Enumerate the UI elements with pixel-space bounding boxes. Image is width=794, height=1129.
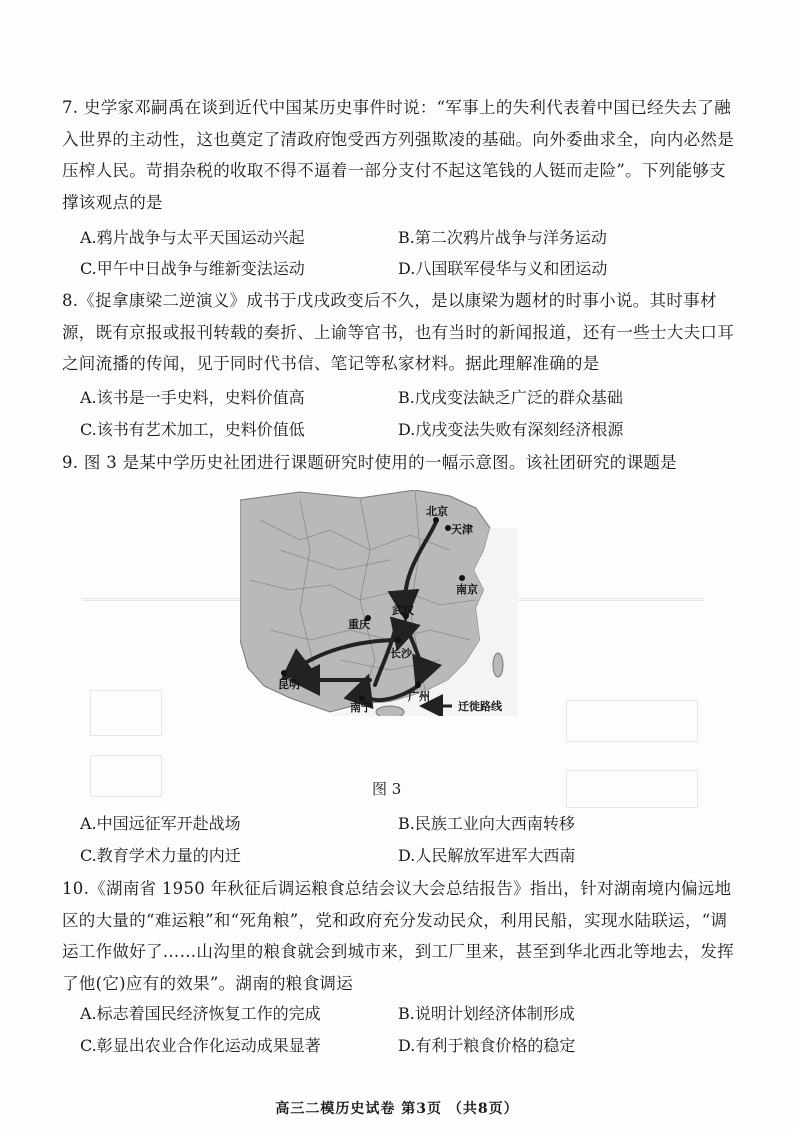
bleed-through-box <box>90 755 162 797</box>
option-a: A.中国远征军开赴战场 <box>80 814 241 833</box>
bleed-through-box <box>90 690 162 736</box>
option-d: D.八国联军侵华与义和团运动 <box>398 259 608 278</box>
option-b: B.戊戌变法缺乏广泛的群众基础 <box>398 388 623 407</box>
city-label: 昆明 <box>278 678 300 691</box>
option-a: A.鸦片战争与太平天国运动兴起 <box>80 228 305 247</box>
question-8 <box>62 285 742 380</box>
city-label: 南京 <box>456 583 478 596</box>
page-footer: 高三二模历史试卷 第3页 （共8页） <box>275 1101 519 1117</box>
question-9-stem: 9. 图 3 是某中学历史社团进行课题研究时使用的一幅示意图。该社团研究的课题是 <box>62 453 677 472</box>
city-label: 广州 <box>408 690 430 703</box>
map-svg <box>240 490 518 716</box>
question-7 <box>62 92 742 218</box>
figure-3-map <box>240 490 518 716</box>
hainan-island <box>376 706 404 716</box>
city-label: 长沙 <box>390 647 412 660</box>
option-c: C.教育学术力量的内迁 <box>80 846 241 865</box>
option-b: B.第二次鸦片战争与洋务运动 <box>398 228 607 247</box>
option-d: D.人民解放军进军大西南 <box>398 846 576 865</box>
bleed-through-box <box>566 700 698 742</box>
city-label: 武汉 <box>392 604 414 617</box>
bleed-through-box <box>566 770 698 808</box>
question-8-stem: 8.《捉拿康梁二逆演义》成书于戊戌政变后不久，是以康梁为题材的时事小说。其时事材源，既有京报或报刊转载的奏折、上谕等官书，也有当时的新闻报道，还有一些士大夫口耳之间流播的传闻，见于同时代书信、笔记等私家材料。据此理解准确的是 <box>62 291 734 373</box>
city-label: 天津 <box>451 523 473 536</box>
option-c: C.该书有艺术加工，史料价值低 <box>80 420 305 439</box>
city-label: 重庆 <box>348 618 370 631</box>
question-10 <box>62 873 742 999</box>
option-b: B.说明计划经济体制形成 <box>398 1004 575 1023</box>
option-d: D.戊戌变法失败有深刻经济根源 <box>398 420 624 439</box>
city-label: 南宁 <box>350 701 372 714</box>
taiwan-island <box>493 653 503 677</box>
option-c: C.彰显出农业合作化运动成果显著 <box>80 1036 321 1055</box>
city-label: 北京 <box>426 505 448 518</box>
option-a: A.标志着国民经济恢复工作的完成 <box>80 1004 321 1023</box>
question-10-stem: 10.《湖南省 1950 年秋征后调运粮食总结会议大会总结报告》指出，针对湖南境内偏远地区的大量的“难运粮”和“死角粮”，党和政府充分发动民众，利用民船，实现水陆联运，“调运工作做好了……山沟里的粮食就会到城市来，到工厂里来，甚至到华北西北等地去，发挥了他(它)应有的效果”。湖南的粮食调运 <box>62 879 734 993</box>
legend-label: 迁徙路线 <box>458 700 502 713</box>
question-9 <box>62 447 742 479</box>
option-b: B.民族工业向大西南转移 <box>398 814 575 833</box>
option-c: C.甲午中日战争与维新变法运动 <box>80 259 305 278</box>
option-a: A.该书是一手史料，史料价值高 <box>80 388 305 407</box>
option-d: D.有利于粮食价格的稳定 <box>398 1036 576 1055</box>
question-7-stem: 7. 史学家邓嗣禹在谈到近代中国某历史事件时说：“军事上的失利代表着中国已经失去了融入世界的主动性，这也奠定了清政府饱受西方列强欺凌的基础。向外委曲求全，向内必然是压榨人民。苛捐杂税的收取不得不逼着一部分支付不起这笔钱的人铤而走险”。下列能够支撑该观点的是 <box>62 98 734 212</box>
figure-caption: 图 3 <box>372 780 402 798</box>
